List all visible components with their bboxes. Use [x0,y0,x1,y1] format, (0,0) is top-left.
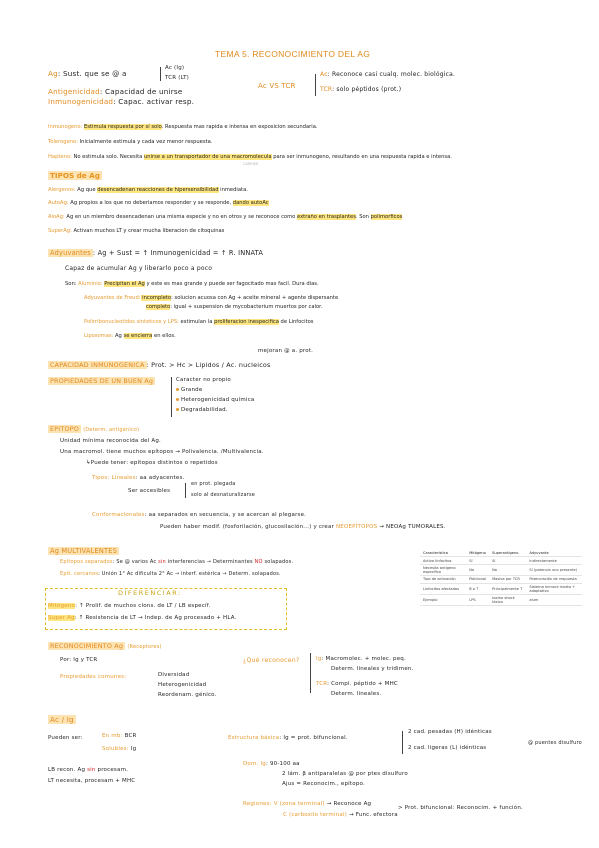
lipo-highlight: se encierra [123,333,153,339]
epitopo-line2: Una macromol. tiene muchos epítopos → Polivalencia. /Multivalencia. [60,449,264,455]
son-label: Son: [65,281,77,287]
antigenicidad-def: : Capacidad de unirse [99,87,183,96]
propiedades-label [48,378,155,385]
capacidad-line [48,362,271,369]
alergenos-label: Alergenos: [48,187,76,193]
comparison-table [420,550,582,606]
inmunogeno-def [48,125,318,131]
super-a: : ↑ Resistencia de LT → Indep. de Ag procesado + HLA. [74,615,237,621]
brace [185,483,186,498]
lineales-a: : aa adyacentes. [135,475,185,481]
reconocimiento-header [48,643,162,651]
tcr-label: TCR [320,86,333,93]
ac-desc: : Reconoce casi cualq. molec. biológica. [327,71,456,78]
table-row [420,557,582,564]
tcr-label-2: TCR [316,681,328,687]
ag-tcr: TCR (LT) [165,75,190,81]
conformacionales [92,512,306,518]
lb-reconoce [48,767,128,773]
hapteno-b: para ser inmunogeno, resultando en una respuesta rapida e intensa. [271,154,452,160]
reconocimiento-por: Por: Ig y TCR [60,657,98,663]
lineales-label: : Lineales [107,475,136,481]
bcr: BCR [122,733,137,739]
brace [160,67,161,81]
epitopos-cercanos [60,572,281,578]
ac-vs-tcr: Ac VS TCR [258,82,296,90]
son-b: y este es mas grande y puede ser fagocitado mas facil. Dura dias. [144,281,319,287]
table-header-cell: Característica [420,550,466,557]
tipos-label: Tipos [92,475,108,481]
table-cell: Indirectamente [526,557,582,564]
adyuvantes-capaz: Capaz de acumular Ag y liberarlo poco a poco [65,265,213,272]
table-row [420,583,582,594]
epitopo-line1: Unidad mínima reconocida del Ag. [60,438,161,444]
son-a: Aluminio: [76,281,105,287]
bullet-icon [176,398,179,401]
dom-ig-b: 2 lám. β antiparalelas @ por ptes disulfuro [282,771,408,777]
ac-recon [320,72,455,79]
mito-label: Mitógeno [48,603,76,609]
adyuvantes-line [48,250,263,258]
tipos-lineales [92,475,185,481]
hapteno-def [48,155,452,161]
tcr-desc: : solo péptidos (prot.) [332,86,402,93]
ig-soluble: Ig [128,746,137,752]
bullet-icon [176,388,179,391]
tolerogeno-label: Tolerogeno: [48,139,78,145]
mito-a: : ↑ Prolif. de muchos clons. de LT / LB específ. [75,603,211,609]
autoag-a: Ag propios a los que no deberiamos responder y se responde, [68,200,233,206]
table-cell: Policlonal [466,576,489,583]
freud-comp: completo [146,304,171,310]
ig-reconoce-b: Determ. lineales y tridimen. [331,666,414,672]
que-reconocen: ¿Qué reconocen? [243,657,300,664]
propiedades-label-text: PROPIEDADES DE UN BUEN Ag [50,377,154,385]
table-header-cell: Superantígeno [489,550,526,557]
sep-no: NO [254,559,263,565]
alergenos-def [48,188,248,194]
capacidad-text: : Prot. > Hc > Lipidos / Ac. nucleicos [146,361,271,369]
carrier-note: CARRIER [243,162,259,166]
adyuvantes-son [65,282,319,288]
freud-label: Adyuvantes de Freud: [84,295,141,301]
freud-incompleto [84,296,338,302]
regiones-v [243,801,371,807]
table-cell: B o T [466,583,489,594]
freud-completo [146,305,322,311]
regiones-resumen: > Prot. bifuncional: Reconocim. + función. [398,805,523,811]
table-row [420,594,582,605]
cerc-a: : Unión 1° Ac dificulta 2° Ac → interf. estérica → Determ. solapados. [98,571,281,577]
inmunogeno-label: Inmunogeno: [48,124,83,130]
table-header-cell: Adyuvante [526,550,582,557]
table-cell: Sí (potencia uno presente) [526,564,582,575]
acc-2: solo al desnaturalizarse [191,492,256,498]
lipo-a: Ag [113,333,124,339]
antigenicidad-line [48,88,182,96]
sep-sin: sin [158,559,166,565]
inmunogeno-highlight: Estimula respuesta por sí solo [83,124,162,130]
hapteno-label: Hapteno: [48,154,72,160]
ser-accesibles: Ser accesibles [128,488,171,494]
autoag-def [48,201,269,207]
prop-item-4-text: Degradabilidad. [181,407,228,413]
adyuvantes-formula: : Ag + Sust = ↑ Inmunogenicidad = ↑ R. INNATA [92,249,264,257]
reg-c-b: → Func. efectora [347,812,398,818]
prop-item-4 [176,407,228,413]
table-row [420,564,582,575]
aloag-a: Ag en un miembro desencadenan una misma especie y no en otros y se reconoce como [64,214,297,220]
prop-comun-1: Diversidad [158,672,190,678]
reconocimiento-sub: (Receptores) [127,644,162,650]
ig-reconoce [316,656,406,662]
dom-a: : 90-100 aa [265,761,300,767]
lb-b: procesam. [95,767,129,773]
aloag-b: . Son [355,214,371,220]
hapteno-highlight: unirse a un transportador de una macromolecula [143,154,272,160]
poli-b: de Linfocitos [278,319,314,325]
brace [315,74,316,96]
table-cell: No [466,564,489,575]
reg-label: Regiones [243,801,270,807]
ig-a: : Macromolec. + molec. peq. [321,656,406,662]
table-cell: LPS [466,594,489,605]
table-header-cell: Mitógeno [466,550,489,557]
ag-definition [48,70,127,78]
aloag-highlight: extraño en trasplantes [296,214,356,220]
conf-b: Pueden haber modif. (fosforilación, glucosilación...) y crear [160,524,336,530]
table-cell: Sistema inmune innato + adaptativo [526,583,582,594]
table-cell: Potenciación de respuesta [526,576,582,583]
acig-label: Ac / Ig [50,715,74,724]
epitopo-line3: ↳Puede tener: epítopos distintos o repetidos [86,460,218,466]
ig-label: Ig [316,656,322,662]
table-cell: alum [526,594,582,605]
brace [310,653,311,693]
conf-c: → NEOAg TUMORALES. [377,524,446,530]
cerc-label: Epít. cercanos [60,571,99,577]
brace [171,377,172,417]
bullet-icon [176,408,179,411]
capacidad-label: CAPACIDAD INMUNOGENICA [50,361,145,369]
dom-ig [243,761,300,767]
prop-item-1: Caracter no propio [176,377,231,383]
lt-necesita: LT necesita, procesam + MHC [48,778,136,784]
cad-ligeras: 2 cad. ligeras (L) idénticas [408,745,487,751]
conf-label: Conformacionales [92,512,145,518]
est-label: Estructura básica [228,735,280,741]
acc-1: en prot. plegada [191,481,236,487]
table-cell: No [489,564,526,575]
table-cell: Ejemplo [420,594,466,605]
prop-item-3-text: Heterogenicidad química [181,397,255,403]
sep-c: solapados. [262,559,294,565]
table-header-row [420,550,582,557]
table-row [420,576,582,583]
liposomas-def [84,334,176,340]
table-cell: Necesita antígeno específico [420,564,466,575]
prop-comun-3: Reordenam. génico. [158,692,217,698]
reg-v: : V (zona terminal) [269,801,325,807]
prop-item-3 [176,397,255,403]
conformacionales-b [160,524,446,530]
adyuvantes-label: Adyuvantes [50,249,91,257]
diferenciar-label: DIFERENCIAR: [118,589,182,597]
solubles-label: Solubles: [102,746,129,752]
multivalentes-header [48,548,119,556]
freud-comp-rest: : igual + suspension de mycobacterium muertos por calor. [170,304,323,310]
puentes-disulfuro: @ puentes disulfuro [528,740,582,746]
table-cell: toxina shock tóxico [489,594,526,605]
table-cell: Sí [489,557,526,564]
table-cell: Tipo de activación [420,576,466,583]
tcr-a: : Compl. péptido + MHC [327,681,398,687]
table-cell: Activa linfocitos [420,557,466,564]
freud-incomp: incompleto [140,295,172,301]
page-title: TEMA 5. RECONOCIMIENTO DEL AG [215,49,371,59]
aloag-label: AloAg: [48,214,65,220]
freud-incomp-rest: : solucion acuosa con Ag + aceite mineral + agente dispersante [171,295,339,301]
autoag-label: AutoAg: [48,200,69,206]
epitopo-sub: (Determ. antigénico) [83,427,140,433]
mitogeno-def [48,603,210,609]
ag-def: : Sust. que se @ a [57,69,127,78]
sep-b: interferencias → Determinantes [165,559,255,565]
tipos-header-text: TIPOS de Ag [50,171,100,180]
superag-label: SuperAg: [48,228,72,234]
epitopos-separados [60,560,293,566]
tolerogeno-def [48,140,212,146]
table-cell: Linfocitos afectados [420,583,466,594]
poli-a: estimulan la [178,319,215,325]
dom-label: Dom. Ig [243,761,266,767]
epitopo-header [48,426,139,434]
alergenos-highlight: desencadenan reacciones de hipersensibilidad [97,187,219,193]
antigenicidad-label: Antigenicidad [48,87,100,96]
alergenos-b: inmediata. [218,187,248,193]
lipo-b: en ellos. [152,333,176,339]
en-mb-label: En mb: [102,733,123,739]
superag-diff [48,615,237,621]
propiedades-comunes: Propiedades comunes: [60,674,127,680]
sep-a: : Se @ varios Ac [112,559,159,565]
lb-sin: sin [87,767,96,773]
prop-item-2-text: Grande [181,387,203,393]
tipos-header [48,172,102,180]
ag-label: Ag [48,69,58,78]
inmunogenicidad-line [48,98,194,106]
son-highlight: Precipitan el Ag [104,281,145,287]
epitopo-label: EPITOPO [50,425,79,433]
capacidad-note: mejoran @ a. prot. [258,348,314,354]
aloag-highlight-2: polimorficos [370,214,403,220]
hapteno-a: No estimula solo. Necesita [71,154,144,160]
est-a: : Ig = prot. bifuncional. [279,735,348,741]
superag-def [48,229,224,235]
conf-highlight: NEOEPÍTOPOS [335,524,378,530]
tolerogeno-rest: Inicialmente estimula y cada vez menor respuesta. [77,139,213,145]
brace [402,731,403,754]
poli-label: Polirribonucleotidos sinteticos y LPS: [84,319,179,325]
table-cell: Sí [466,557,489,564]
alergenos-a: Ag que [75,187,98,193]
reg-v-b: → Reconoce Ag [324,801,372,807]
regiones-c [283,812,398,818]
dom-ig-c: Ajus = Reconocim., epítopo. [282,781,365,787]
inmunogeno-rest: . Respuesta mas rapida e intensa en exposicion secundaria. [161,124,318,130]
autoag-highlight: dando autoAc [232,200,269,206]
tcr-reconoce [316,681,398,687]
table-cell: Principalmente T [489,583,526,594]
lb-a: LB recon. Ag [48,767,88,773]
acig-header [48,716,76,724]
ac-label: Ac [320,71,328,78]
table-cell: Masiva por TCR [489,576,526,583]
inmunogenicidad-label: Inmunogenicidad [48,97,114,106]
polirribo-def [84,320,314,326]
inmunogenicidad-def: : Capac. activar resp. [113,97,195,106]
en-mb [102,733,137,739]
super-label: Super Ag [48,615,75,621]
lipo-label: Liposomas: [84,333,114,339]
multivalentes-label: Ag MULTIVALENTES [50,547,117,555]
reg-c: C (carboxilo terminal) [283,812,348,818]
pueden-ser: Pueden ser: [48,735,83,741]
poli-highlight: proliferacion inespecifica [214,319,279,325]
tcr-reconoce-b: Determ. lineales. [331,691,382,697]
ag-ac: Ac (Ig) [165,65,185,71]
sep-label: Epítopos separados [60,559,113,565]
reconocimiento-label: RECONOCIMIENTO Ag [50,642,124,650]
conf-a: : aa separados en secuencia, y se acercan al plegarse. [144,512,307,518]
cad-pesadas: 2 cad. pesadas (H) idénticas [408,729,492,735]
solubles [102,746,136,752]
aloag-def [48,215,402,221]
prop-item-2 [176,387,202,393]
prop-comun-2: Heterogenicidad [158,682,207,688]
tcr-recon [320,87,401,94]
superag-a: Activan muchos LT y crear mucha liberacion de citoquinas [71,228,225,234]
estructura-basica [228,735,348,741]
